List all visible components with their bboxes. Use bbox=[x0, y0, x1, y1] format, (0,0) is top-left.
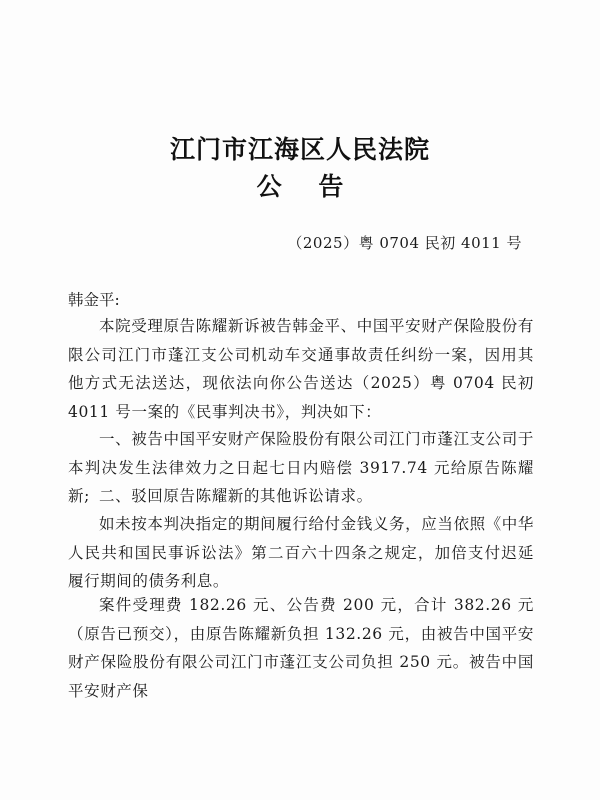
paragraph-judgment-item-1: 一、被告中国平安财产保险股份有限公司江门市蓬江支公司于本判决发生法律效力之日起七日内赔偿 3917.74 元给原告陈耀新; bbox=[68, 430, 534, 505]
document-type-heading: 公 告 bbox=[256, 172, 358, 201]
paragraph-judgment-item-2: 二、驳回原告陈耀新的其他诉讼请求。 bbox=[99, 487, 373, 505]
case-number: （2025）粤 0704 民初 4011 号 bbox=[287, 234, 522, 252]
court-name-heading: 江门市江海区人民法院 bbox=[169, 135, 430, 164]
paragraph-case-fees: 案件受理费 182.26 元、公告费 200 元，合计 382.26 元（原告已预交），由原告陈耀新负担 132.26 元，由被告中国平安财产保险股份有限公司江门市蓬江支公司负担 250 元。被告中国平安财产保 bbox=[68, 596, 534, 700]
paragraph-late-payment-notice: 如未按本判决指定的期间履行给付金钱义务，应当依照《中华人民共和国民事诉讼法》第二百六十四条之规定，加倍支付迟延履行期间的债务利息。 bbox=[68, 515, 534, 590]
paragraph-case-intro: 本院受理原告陈耀新诉被告韩金平、中国平安财产保险股份有限公司江门市蓬江支公司机动车交通事故责任纠纷一案，因用其他方式无法送达，现依法向你公告送达（2025）粤 0704 民初 4011 号一案的《民事判决书》，判决如下： bbox=[68, 317, 534, 421]
addressee: 韩金平: bbox=[68, 291, 120, 309]
